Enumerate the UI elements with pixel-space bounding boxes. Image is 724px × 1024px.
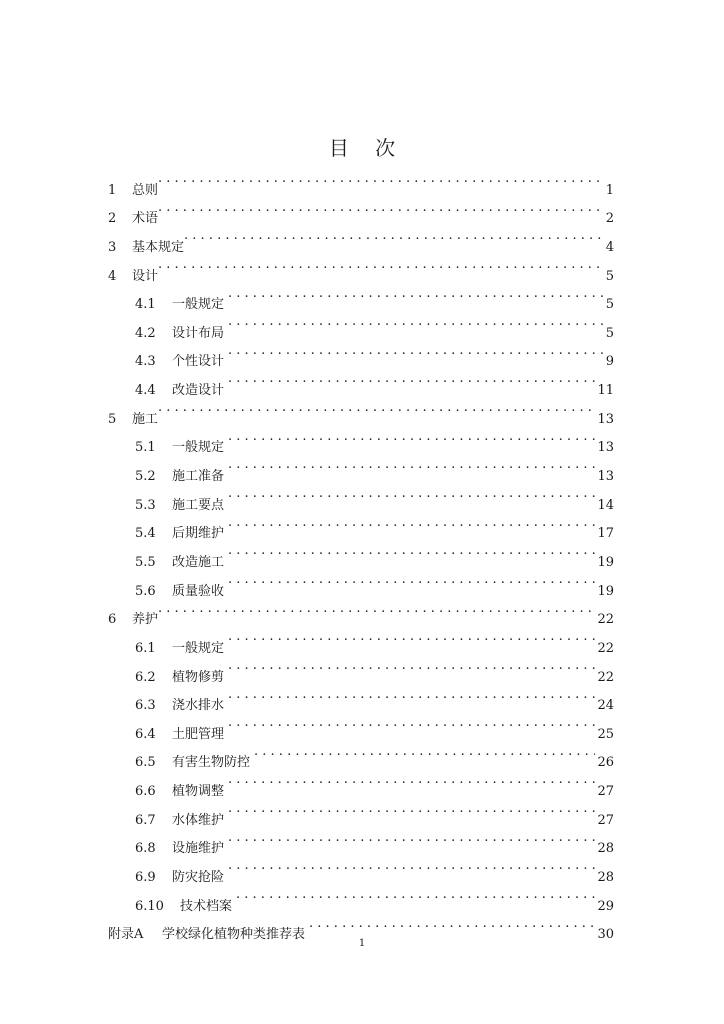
toc-entry-label: 改造施工 (172, 554, 225, 570)
toc-entry-label: 质量验收 (172, 583, 225, 599)
toc-entry-page: 9 (605, 354, 614, 370)
toc-entry-page: 25 (597, 726, 614, 742)
toc-entry[interactable] (108, 423, 614, 456)
toc-dot-leader (254, 738, 595, 767)
toc-entry-page: 13 (597, 440, 614, 456)
toc-dot-leader (228, 480, 595, 509)
toc-entry-page: 13 (597, 469, 614, 485)
toc-entry-page: 17 (597, 526, 614, 542)
toc-entry-page: 27 (597, 784, 614, 800)
toc-entry-label: 学校绿化植物种类推荐表 (162, 927, 306, 943)
toc-dot-leader (228, 280, 604, 309)
toc-entry[interactable] (108, 165, 614, 198)
toc-entry-label: 一般规定 (172, 297, 225, 313)
toc-entry-label: 术语 (132, 211, 159, 227)
toc-entry-label: 施工 (132, 411, 159, 427)
toc-entry-label: 一般规定 (172, 640, 225, 656)
toc-entry-number: 6.2 (135, 669, 156, 685)
page-title: 目 次 (328, 136, 406, 160)
toc-dot-leader (228, 423, 595, 452)
toc-entry-label: 施工要点 (172, 497, 225, 513)
toc-entry-number: 6.3 (135, 698, 156, 714)
toc-dot-leader (236, 881, 595, 910)
toc-entry-number: 6.6 (135, 784, 156, 800)
toc-entry-label: 浇水排水 (172, 698, 225, 714)
toc-entry-page: 22 (597, 640, 614, 656)
toc-entry-label: 施工准备 (172, 469, 225, 485)
toc-dot-leader (228, 365, 595, 394)
toc-dot-leader (228, 337, 604, 366)
toc-entry-number: 4 (108, 268, 117, 284)
toc-entry-page: 2 (605, 211, 614, 227)
toc-entry-number: 6.4 (135, 726, 156, 742)
toc-dot-leader (228, 652, 595, 681)
toc-entry-page: 22 (597, 612, 614, 628)
toc-entry-number: 2 (108, 211, 117, 227)
toc-entry-number: 5.5 (135, 554, 156, 570)
toc-entry[interactable] (108, 280, 614, 313)
toc-dot-leader (228, 623, 595, 652)
toc-entry-number: 6 (108, 612, 117, 628)
toc-dot-leader (158, 251, 604, 280)
toc-entry-number: 6.5 (135, 755, 156, 771)
toc-dot-leader (228, 795, 595, 824)
page-number: 1 (358, 938, 366, 949)
toc-entry-number: 6.9 (135, 870, 156, 886)
toc-entry-label: 植物修剪 (172, 669, 225, 685)
toc-entry-number: 5.2 (135, 469, 156, 485)
toc-entry-label: 基本规定 (132, 239, 185, 255)
toc-entry-number: 5 (108, 411, 117, 427)
toc-entry-page: 14 (597, 497, 614, 513)
toc-entry[interactable] (108, 222, 614, 255)
toc-entry-page: 30 (597, 927, 614, 943)
toc-dot-leader (158, 194, 604, 223)
toc-entry-page: 5 (605, 297, 614, 313)
toc-dot-leader (309, 910, 595, 939)
toc-entry-page: 1 (605, 182, 614, 198)
toc-entry-label: 个性设计 (172, 354, 225, 370)
toc-entry-page: 19 (597, 554, 614, 570)
toc-dot-leader (184, 222, 604, 251)
toc-entry-number: 4.2 (135, 325, 156, 341)
toc-entry-page: 28 (597, 870, 614, 886)
toc-entry[interactable] (108, 194, 614, 227)
toc-entry-label: 技术档案 (180, 898, 233, 914)
toc-dot-leader (228, 824, 595, 853)
toc-dot-leader (228, 451, 595, 480)
toc-entry-number: 5.4 (135, 526, 156, 542)
toc-entry-number: 1 (108, 182, 117, 198)
toc-entry-page: 22 (597, 669, 614, 685)
toc-entry-label: 防灾抢险 (172, 870, 225, 886)
table-of-contents (108, 165, 614, 943)
toc-entry-label: 水体维护 (172, 812, 225, 828)
toc-entry-page: 27 (597, 812, 614, 828)
toc-dot-leader (158, 595, 595, 624)
toc-entry-label: 后期维护 (172, 526, 225, 542)
toc-entry-label: 植物调整 (172, 784, 225, 800)
toc-dot-leader (158, 394, 595, 423)
toc-entry-number: 4.4 (135, 383, 156, 399)
toc-entry-page: 28 (597, 841, 614, 857)
toc-entry-label: 总则 (132, 182, 159, 198)
toc-entry-label: 土肥管理 (172, 726, 225, 742)
toc-entry-number: 5.1 (135, 440, 156, 456)
toc-entry-label: 设计 (132, 268, 159, 284)
toc-dot-leader (228, 537, 595, 566)
toc-entry-number: 5.6 (135, 583, 156, 599)
toc-dot-leader (228, 681, 595, 710)
toc-entry-page: 5 (605, 268, 614, 284)
toc-entry-label: 设施维护 (172, 841, 225, 857)
toc-entry-label: 改造设计 (172, 383, 225, 399)
toc-dot-leader (158, 165, 604, 194)
toc-entry-number: 6.7 (135, 812, 156, 828)
toc-entry-page: 26 (597, 755, 614, 771)
toc-dot-leader (228, 709, 595, 738)
toc-entry-page: 5 (605, 325, 614, 341)
toc-entry-page: 24 (597, 698, 614, 714)
toc-entry-number: 6.8 (135, 841, 156, 857)
toc-entry-page: 29 (597, 898, 614, 914)
toc-entry-label: 设计布局 (172, 325, 225, 341)
toc-entry-page: 11 (597, 383, 614, 399)
toc-entry[interactable] (108, 623, 614, 656)
toc-entry-label: 养护 (132, 612, 159, 628)
toc-dot-leader (228, 509, 595, 538)
toc-entry-number: 6.10 (135, 898, 164, 914)
toc-entry[interactable] (108, 394, 614, 427)
toc-entry-number: 4.1 (135, 297, 156, 313)
toc-dot-leader (228, 566, 595, 595)
toc-entry[interactable] (108, 251, 614, 284)
toc-entry-number: 附录A (108, 927, 144, 943)
toc-entry-number: 5.3 (135, 497, 156, 513)
toc-dot-leader (228, 308, 604, 337)
toc-entry-page: 19 (597, 583, 614, 599)
toc-entry-number: 3 (108, 239, 117, 255)
toc-entry-number: 4.3 (135, 354, 156, 370)
toc-entry-page: 4 (605, 239, 614, 255)
toc-entry[interactable] (108, 595, 614, 628)
toc-dot-leader (228, 766, 595, 795)
toc-entry-page: 13 (597, 411, 614, 427)
toc-entry-number: 6.1 (135, 640, 156, 656)
toc-entry-label: 有害生物防控 (172, 755, 251, 771)
toc-entry-label: 一般规定 (172, 440, 225, 456)
toc-dot-leader (228, 852, 595, 881)
